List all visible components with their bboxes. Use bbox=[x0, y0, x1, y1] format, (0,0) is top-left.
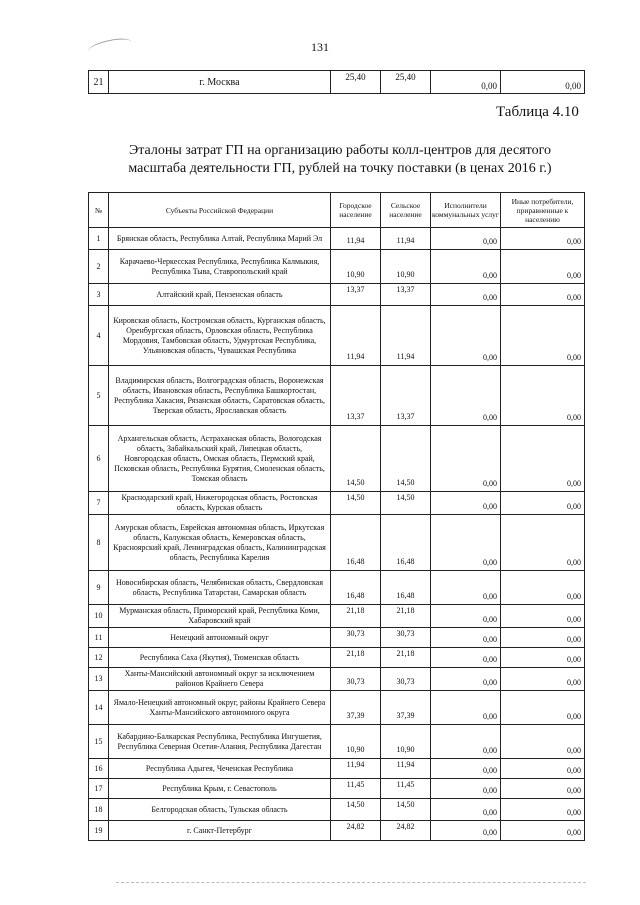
table-row bbox=[89, 691, 585, 725]
subject-cell: Брянская область, Республика Алтай, Республика Марий Эл bbox=[109, 228, 331, 250]
table-title: Эталоны затрат ГП на организацию работы колл-центров для десятого масштаба деятельности ГП, рублей на точку поставки (в ценах 2016 г.) bbox=[128, 143, 552, 176]
other-value: 0,00 bbox=[501, 571, 585, 605]
city-value: 30,73 bbox=[331, 628, 381, 648]
table-row bbox=[89, 284, 585, 306]
table-row bbox=[89, 571, 585, 605]
utility-value: 0,00 bbox=[431, 668, 501, 691]
row-number: 2 bbox=[89, 250, 109, 284]
subject-cell: Белгородская область, Тульская область bbox=[109, 799, 331, 821]
other-value: 0,00 bbox=[501, 71, 585, 94]
row-number: 21 bbox=[89, 71, 109, 94]
table-row bbox=[89, 799, 585, 821]
table-row bbox=[89, 366, 585, 426]
other-value: 0,00 bbox=[501, 648, 585, 668]
city-value: 25,40 bbox=[331, 71, 381, 94]
utility-value: 0,00 bbox=[431, 366, 501, 426]
row-number: 17 bbox=[89, 779, 109, 799]
subject-cell: Кировская область, Костромская область, Курганская область, Оренбургская область, Орловская область, Республика Мордовия, Тамбовская область, Удмуртская Республика, Ульяновская область, Чувашская Республика bbox=[109, 306, 331, 366]
subject-cell: Карачаево-Черкесская Республика, Республика Калмыкия, Республика Тыва, Ставропольский край bbox=[109, 250, 331, 284]
utility-value: 0,00 bbox=[431, 284, 501, 306]
utility-value: 0,00 bbox=[431, 821, 501, 841]
subject-cell: Владимирская область, Волгоградская область, Воронежская область, Ивановская область, Республика Башкортостан, Республика Хакасия, Рязанская область, Саратовская область, Тверская область, Ярославская область bbox=[109, 366, 331, 426]
row-number: 11 bbox=[89, 628, 109, 648]
utility-value: 0,00 bbox=[431, 492, 501, 515]
city-value: 14,50 bbox=[331, 492, 381, 515]
row-number: 18 bbox=[89, 799, 109, 821]
table-header-row bbox=[89, 193, 585, 228]
table-row bbox=[89, 725, 585, 759]
utility-value: 0,00 bbox=[431, 725, 501, 759]
rural-value: 13,37 bbox=[381, 284, 431, 306]
rural-value: 11,94 bbox=[381, 759, 431, 779]
utility-value: 0,00 bbox=[431, 779, 501, 799]
rural-value: 24,82 bbox=[381, 821, 431, 841]
rural-value: 21,18 bbox=[381, 648, 431, 668]
other-value: 0,00 bbox=[501, 228, 585, 250]
rural-value: 16,48 bbox=[381, 571, 431, 605]
other-value: 0,00 bbox=[501, 492, 585, 515]
other-value: 0,00 bbox=[501, 366, 585, 426]
rural-value: 14,50 bbox=[381, 426, 431, 492]
previous-table-tail bbox=[88, 70, 585, 94]
other-value: 0,00 bbox=[501, 799, 585, 821]
row-number: 6 bbox=[89, 426, 109, 492]
other-value: 0,00 bbox=[501, 605, 585, 628]
utility-value: 0,00 bbox=[431, 228, 501, 250]
rural-value: 14,50 bbox=[381, 492, 431, 515]
rural-value: 11,94 bbox=[381, 306, 431, 366]
utility-value: 0,00 bbox=[431, 515, 501, 571]
city-value: 37,39 bbox=[331, 691, 381, 725]
subject-cell: Новосибирская область, Челябинская область, Свердловская область, Республика Татарстан, Самарская область bbox=[109, 571, 331, 605]
other-value: 0,00 bbox=[501, 250, 585, 284]
table-row bbox=[89, 515, 585, 571]
utility-value: 0,00 bbox=[431, 799, 501, 821]
table-row bbox=[89, 605, 585, 628]
other-value: 0,00 bbox=[501, 691, 585, 725]
city-value: 11,94 bbox=[331, 228, 381, 250]
row-number: 10 bbox=[89, 605, 109, 628]
other-value: 0,00 bbox=[501, 821, 585, 841]
table-row bbox=[89, 648, 585, 668]
city-value: 21,18 bbox=[331, 605, 381, 628]
page-number: 131 bbox=[311, 40, 329, 54]
city-value: 14,50 bbox=[331, 426, 381, 492]
rural-value: 16,48 bbox=[381, 515, 431, 571]
row-number: 7 bbox=[89, 492, 109, 515]
table-label: Таблица 4.10 bbox=[496, 104, 579, 120]
row-number: 1 bbox=[89, 228, 109, 250]
city-value: 16,48 bbox=[331, 515, 381, 571]
row-number: 16 bbox=[89, 759, 109, 779]
other-value: 0,00 bbox=[501, 759, 585, 779]
table-row bbox=[89, 228, 585, 250]
header-num: № bbox=[89, 193, 109, 228]
other-value: 0,00 bbox=[501, 515, 585, 571]
scan-edge bbox=[116, 882, 586, 883]
subject-cell: Ямало-Ненецкий автономный округ, районы Крайнего Севера Ханты-Мансийского автономного округа bbox=[109, 691, 331, 725]
utility-value: 0,00 bbox=[431, 306, 501, 366]
row-number: 19 bbox=[89, 821, 109, 841]
city-value: 11,94 bbox=[331, 759, 381, 779]
utility-value: 0,00 bbox=[431, 759, 501, 779]
table-row bbox=[89, 492, 585, 515]
rural-value: 10,90 bbox=[381, 725, 431, 759]
utility-value: 0,00 bbox=[431, 250, 501, 284]
row-number: 13 bbox=[89, 668, 109, 691]
utility-value: 0,00 bbox=[431, 605, 501, 628]
subject-cell: Мурманская область, Приморский край, Республика Коми, Хабаровский край bbox=[109, 605, 331, 628]
table-row bbox=[89, 779, 585, 799]
rural-value: 14,50 bbox=[381, 799, 431, 821]
city-value: 10,90 bbox=[331, 250, 381, 284]
utility-value: 0,00 bbox=[431, 571, 501, 605]
subject-cell: Кабардино-Балкарская Республика, Республика Ингушетия, Республика Северная Осетия-Алания, Республика Дагестан bbox=[109, 725, 331, 759]
table-row bbox=[89, 306, 585, 366]
other-value: 0,00 bbox=[501, 668, 585, 691]
other-value: 0,00 bbox=[501, 628, 585, 648]
rural-value: 10,90 bbox=[381, 250, 431, 284]
utility-value: 0,00 bbox=[431, 648, 501, 668]
table-row bbox=[89, 71, 585, 94]
header-city: Городское население bbox=[331, 193, 381, 228]
subject-cell: Ханты-Мансийский автономный округ за исключением районов Крайнего Севера bbox=[109, 668, 331, 691]
city-value: 11,45 bbox=[331, 779, 381, 799]
subject-cell: Краснодарский край, Нижегородская область, Ростовская область, Курская область bbox=[109, 492, 331, 515]
row-number: 8 bbox=[89, 515, 109, 571]
rural-value: 21,18 bbox=[381, 605, 431, 628]
row-number: 9 bbox=[89, 571, 109, 605]
table-row bbox=[89, 821, 585, 841]
header-rural: Сельское население bbox=[381, 193, 431, 228]
row-number: 4 bbox=[89, 306, 109, 366]
utility-value: 0,00 bbox=[431, 426, 501, 492]
rural-value: 30,73 bbox=[381, 668, 431, 691]
subject-cell: Алтайский край, Пензенская область bbox=[109, 284, 331, 306]
subject-cell: Республика Крым, г. Севастополь bbox=[109, 779, 331, 799]
header-utility: Исполнители коммунальных услуг bbox=[431, 193, 501, 228]
row-number: 3 bbox=[89, 284, 109, 306]
other-value: 0,00 bbox=[501, 779, 585, 799]
cost-standards-table bbox=[88, 192, 585, 841]
rural-value: 11,45 bbox=[381, 779, 431, 799]
other-value: 0,00 bbox=[501, 426, 585, 492]
subject-cell: Амурская область, Еврейская автономная область, Иркутская область, Калужская область, Кемеровская область, Красноярский край, Ленинградская область, Калининградская область, Республика Карелия bbox=[109, 515, 331, 571]
table-row bbox=[89, 426, 585, 492]
city-value: 21,18 bbox=[331, 648, 381, 668]
table-row bbox=[89, 668, 585, 691]
subject-cell: Архангельская область, Астраханская область, Вологодская область, Забайкальский край, Липецкая область, Новгородская область, Омская область, Пермский край, Псковская область, Республика Бурятия, Смоленская область, Томская область bbox=[109, 426, 331, 492]
utility-value: 0,00 bbox=[431, 691, 501, 725]
utility-value: 0,00 bbox=[431, 71, 501, 94]
table-row bbox=[89, 628, 585, 648]
other-value: 0,00 bbox=[501, 306, 585, 366]
header-subject: Субъекты Российской Федерации bbox=[109, 193, 331, 228]
subject-cell: Республика Адыгея, Чеченская Республика bbox=[109, 759, 331, 779]
city-value: 16,48 bbox=[331, 571, 381, 605]
city-value: 11,94 bbox=[331, 306, 381, 366]
city-value: 13,37 bbox=[331, 366, 381, 426]
row-number: 5 bbox=[89, 366, 109, 426]
city-value: 30,73 bbox=[331, 668, 381, 691]
row-number: 12 bbox=[89, 648, 109, 668]
city-value: 13,37 bbox=[331, 284, 381, 306]
rural-value: 37,39 bbox=[381, 691, 431, 725]
row-number: 15 bbox=[89, 725, 109, 759]
city-value: 24,82 bbox=[331, 821, 381, 841]
subject-cell: г. Санкт-Петербург bbox=[109, 821, 331, 841]
rural-value: 13,37 bbox=[381, 366, 431, 426]
rural-value: 11,94 bbox=[381, 228, 431, 250]
utility-value: 0,00 bbox=[431, 628, 501, 648]
table-row bbox=[89, 250, 585, 284]
subject-cell: Республика Саха (Якутия), Тюменская область bbox=[109, 648, 331, 668]
header-other: Иные потребители, приравненные к населению bbox=[501, 193, 585, 228]
subject-cell: Ненецкий автономный округ bbox=[109, 628, 331, 648]
row-number: 14 bbox=[89, 691, 109, 725]
rural-value: 25,40 bbox=[381, 71, 431, 94]
table-row bbox=[89, 759, 585, 779]
other-value: 0,00 bbox=[501, 725, 585, 759]
rural-value: 30,73 bbox=[381, 628, 431, 648]
city-value: 14,50 bbox=[331, 799, 381, 821]
subject-cell: г. Москва bbox=[109, 71, 331, 94]
other-value: 0,00 bbox=[501, 284, 585, 306]
city-value: 10,90 bbox=[331, 725, 381, 759]
